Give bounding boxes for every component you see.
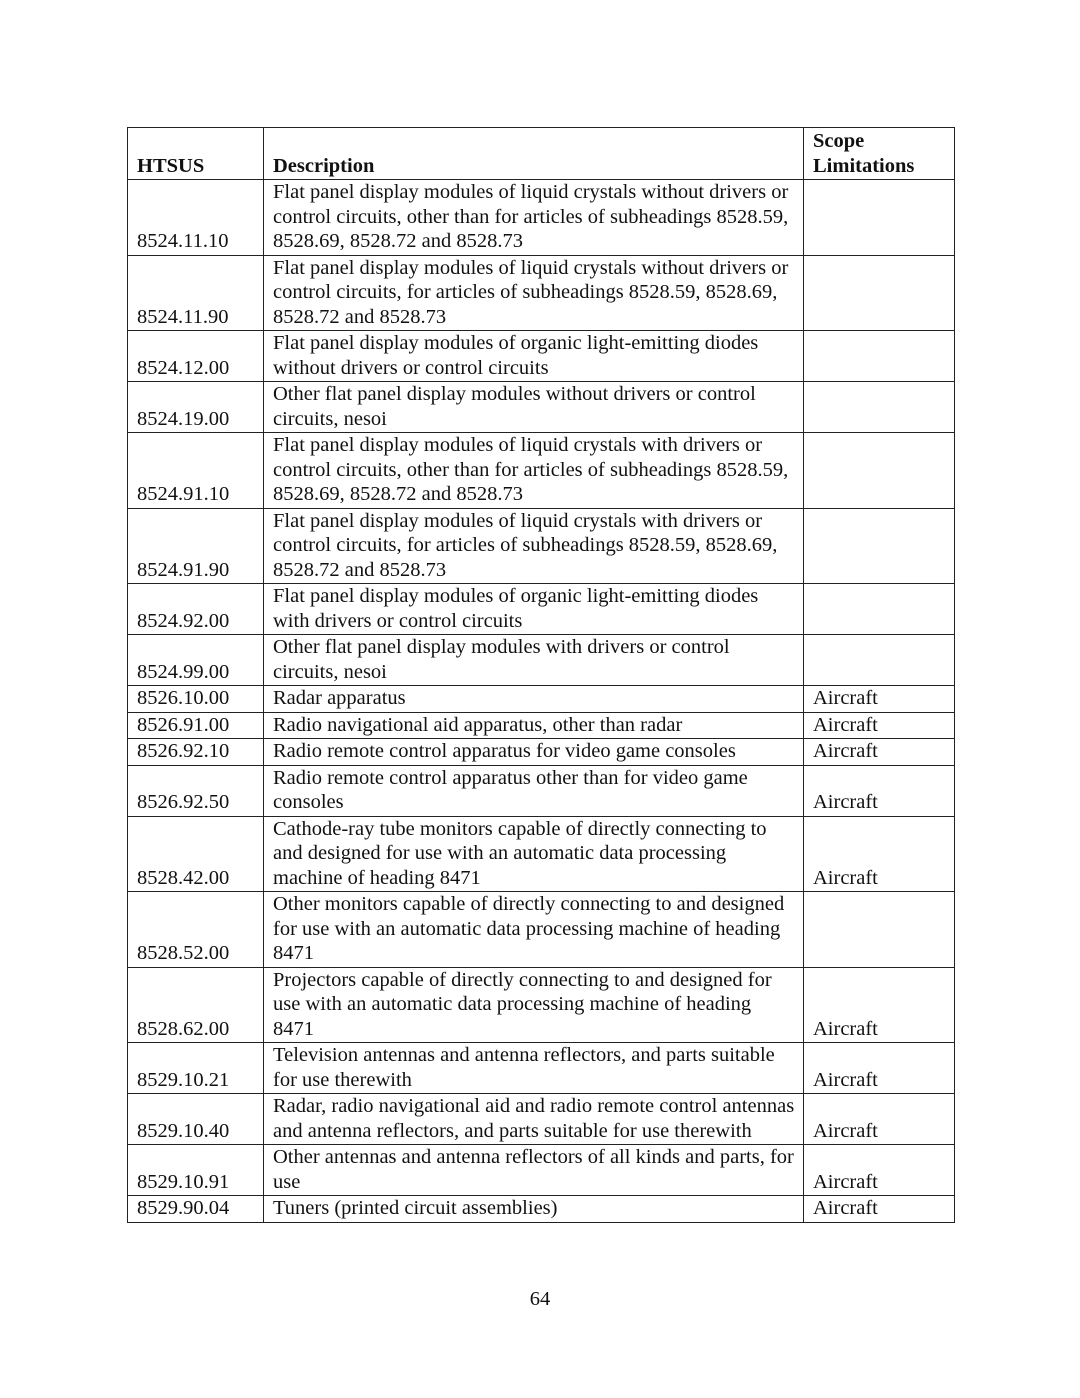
htsus-code-cell: 8528.52.00 (128, 892, 264, 968)
scope-cell (804, 433, 955, 509)
htsus-code-cell: 8524.91.90 (128, 508, 264, 584)
htsus-code-cell: 8524.92.00 (128, 584, 264, 635)
scope-cell: Aircraft (804, 1094, 955, 1145)
scope-cell: Aircraft (804, 967, 955, 1043)
description-cell: Radar, radio navigational aid and radio remote control antennas and antenna reflectors, and parts suitable for use therewith (264, 1094, 804, 1145)
description-cell: Tuners (printed circuit assemblies) (264, 1196, 804, 1223)
description-cell: Flat panel display modules of organic light-emitting diodes with drivers or control circuits (264, 584, 804, 635)
table-row (128, 892, 955, 968)
table-row (128, 765, 955, 816)
description-cell: Other antennas and antenna reflectors of all kinds and parts, for use (264, 1145, 804, 1196)
scope-cell: Aircraft (804, 1196, 955, 1223)
description-cell: Radio navigational aid apparatus, other than radar (264, 712, 804, 739)
table-row (128, 635, 955, 686)
table-row (128, 180, 955, 256)
table-row (128, 816, 955, 892)
scope-cell (804, 382, 955, 433)
scope-cell: Aircraft (804, 739, 955, 766)
header-description: Description (264, 128, 804, 180)
table-row (128, 686, 955, 713)
htsus-code-cell: 8524.11.90 (128, 255, 264, 331)
scope-cell: Aircraft (804, 1145, 955, 1196)
description-cell: Other monitors capable of directly connecting to and designed for use with an automatic data processing machine of heading 8471 (264, 892, 804, 968)
scope-cell: Aircraft (804, 816, 955, 892)
htsus-code-cell: 8524.91.10 (128, 433, 264, 509)
table-header (128, 128, 955, 180)
description-cell: Flat panel display modules of organic light-emitting diodes without drivers or control circuits (264, 331, 804, 382)
description-cell: Other flat panel display modules with drivers or control circuits, nesoi (264, 635, 804, 686)
htsus-code-cell: 8526.10.00 (128, 686, 264, 713)
description-cell: Flat panel display modules of liquid crystals without drivers or control circuits, other than for articles of subheadings 8528.59, 8528.69, 8528.72 and 8528.73 (264, 180, 804, 256)
htsus-code-cell: 8524.19.00 (128, 382, 264, 433)
page-number: 64 (529, 1288, 551, 1310)
header-scope-limitations (804, 128, 955, 180)
htsus-table (127, 127, 955, 1223)
table-row (128, 712, 955, 739)
table-row (128, 255, 955, 331)
table-row (128, 382, 955, 433)
description-cell: Flat panel display modules of liquid crystals with drivers or control circuits, for articles of subheadings 8528.59, 8528.69, 8528.72 and 8528.73 (264, 508, 804, 584)
description-cell: Radio remote control apparatus for video game consoles (264, 739, 804, 766)
htsus-code-cell: 8529.90.04 (128, 1196, 264, 1223)
table-row (128, 967, 955, 1043)
htsus-code-cell: 8529.10.21 (128, 1043, 264, 1094)
scope-cell (804, 508, 955, 584)
header-htsus: HTSUS (128, 128, 264, 180)
htsus-code-cell: 8524.11.10 (128, 180, 264, 256)
htsus-code-cell: 8524.99.00 (128, 635, 264, 686)
table-row (128, 1094, 955, 1145)
table-row (128, 433, 955, 509)
table-row (128, 584, 955, 635)
table-row (128, 739, 955, 766)
table-row (128, 1196, 955, 1223)
scope-cell (804, 892, 955, 968)
htsus-code-cell: 8528.42.00 (128, 816, 264, 892)
description-cell: Cathode-ray tube monitors capable of directly connecting to and designed for use with an automatic data processing machine of heading 8471 (264, 816, 804, 892)
header-scope-line1: Scope (813, 130, 865, 152)
table-row (128, 331, 955, 382)
header-row (128, 128, 955, 180)
scope-cell: Aircraft (804, 1043, 955, 1094)
header-scope-line2: Limitations (813, 154, 915, 177)
scope-cell: Aircraft (804, 686, 955, 713)
description-cell: Flat panel display modules of liquid crystals with drivers or control circuits, other than for articles of subheadings 8528.59, 8528.69, 8528.72 and 8528.73 (264, 433, 804, 509)
table-body (128, 180, 955, 1223)
table-row (128, 1145, 955, 1196)
scope-cell (804, 180, 955, 256)
htsus-code-cell: 8524.12.00 (128, 331, 264, 382)
htsus-code-cell: 8528.62.00 (128, 967, 264, 1043)
scope-cell (804, 255, 955, 331)
description-cell: Radio remote control apparatus other than for video game consoles (264, 765, 804, 816)
description-cell: Other flat panel display modules without drivers or control circuits, nesoi (264, 382, 804, 433)
htsus-code-cell: 8529.10.40 (128, 1094, 264, 1145)
htsus-code-cell: 8529.10.91 (128, 1145, 264, 1196)
scope-cell: Aircraft (804, 712, 955, 739)
table-row (128, 508, 955, 584)
description-cell: Radar apparatus (264, 686, 804, 713)
htsus-code-cell: 8526.92.50 (128, 765, 264, 816)
description-cell: Projectors capable of directly connecting to and designed for use with an automatic data processing machine of heading 8471 (264, 967, 804, 1043)
table-row (128, 1043, 955, 1094)
description-cell: Television antennas and antenna reflectors, and parts suitable for use therewith (264, 1043, 804, 1094)
scope-cell: Aircraft (804, 765, 955, 816)
htsus-code-cell: 8526.92.10 (128, 739, 264, 766)
htsus-code-cell: 8526.91.00 (128, 712, 264, 739)
scope-cell (804, 635, 955, 686)
scope-cell (804, 584, 955, 635)
description-cell: Flat panel display modules of liquid crystals without drivers or control circuits, for articles of subheadings 8528.59, 8528.69, 8528.72 and 8528.73 (264, 255, 804, 331)
scope-cell (804, 331, 955, 382)
